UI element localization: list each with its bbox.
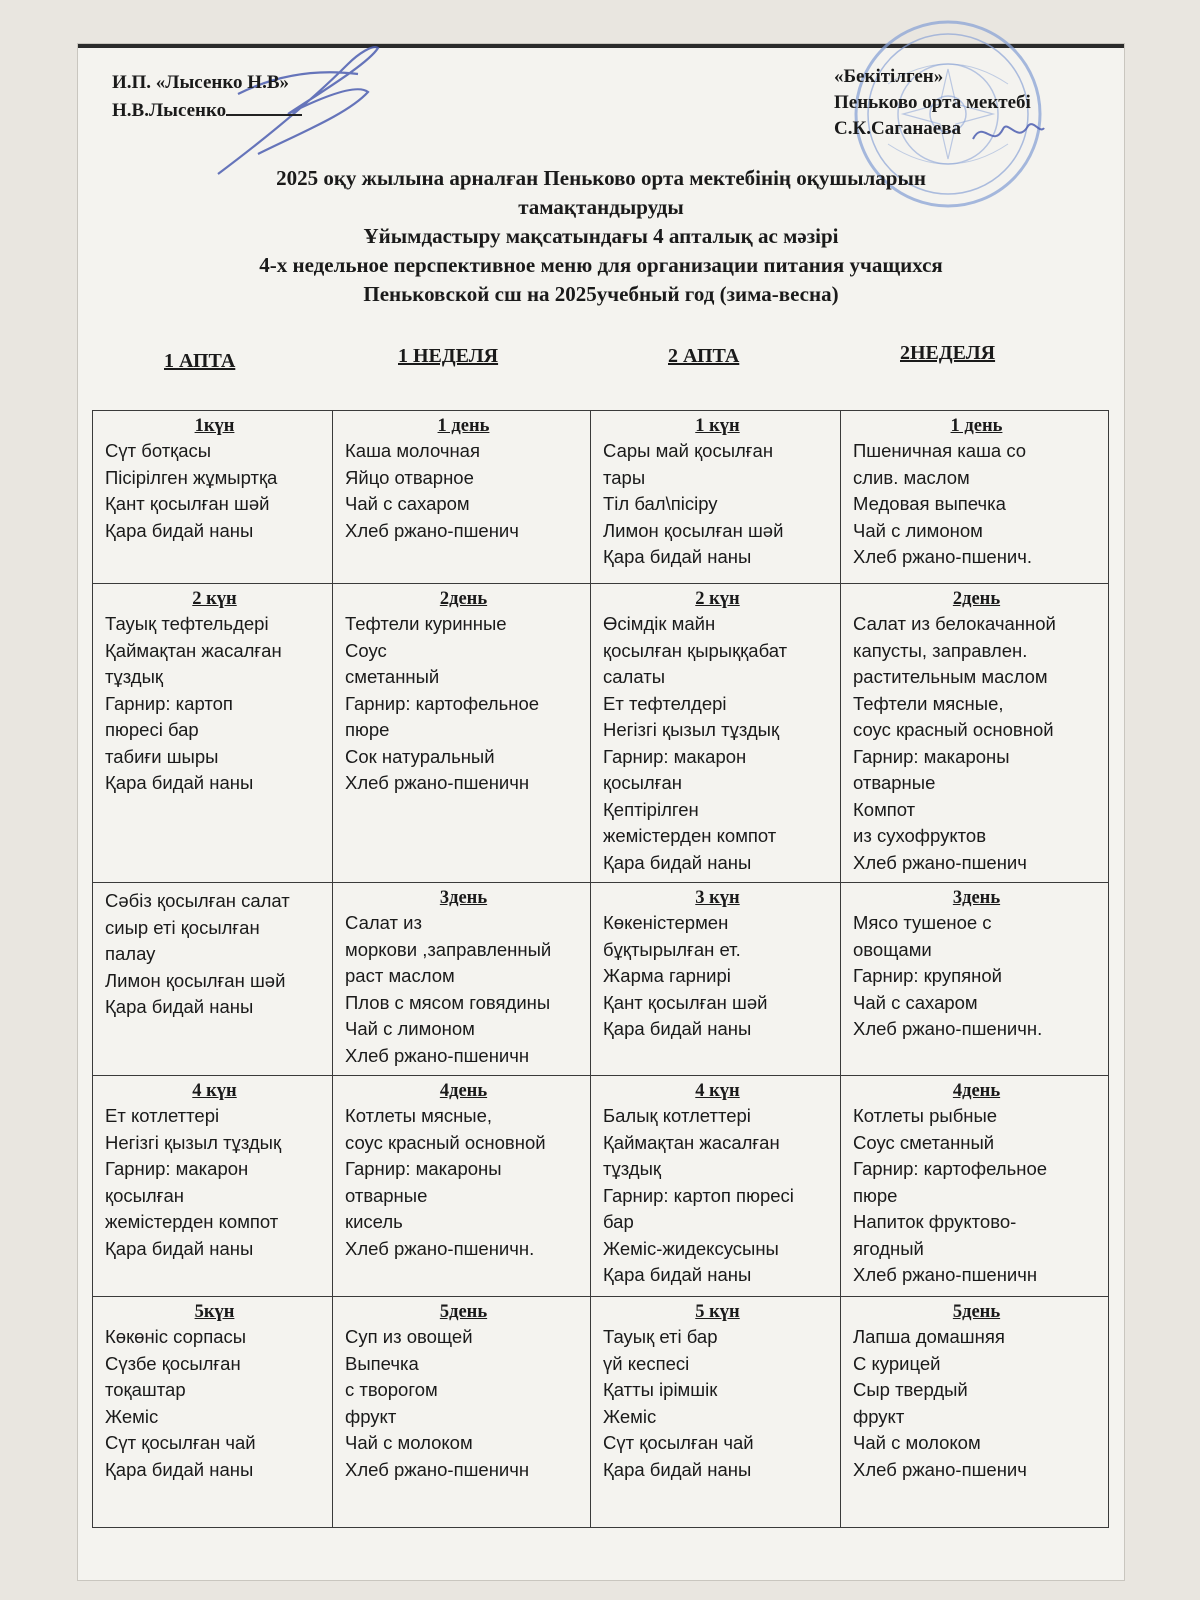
menu-item: Выпечка <box>345 1352 419 1374</box>
menu-cell <box>93 883 333 1076</box>
week-header: 2 АПТА <box>668 345 740 367</box>
menu-item: капусты, заправлен. <box>853 639 1028 661</box>
menu-item: жемістерден компот <box>105 1211 279 1232</box>
menu-item: ягодный <box>853 1237 924 1259</box>
approved-block <box>834 64 1031 142</box>
menu-item: қосылған <box>105 1184 184 1206</box>
menu-item: Каша молочная <box>345 440 480 461</box>
menu-item: Гарнир: крупяной <box>853 965 1002 986</box>
menu-item: қосылған <box>603 772 682 793</box>
menu-item: тары <box>603 466 646 488</box>
menu-cell <box>93 411 333 584</box>
menu-item: Көкеністермен <box>603 912 729 933</box>
day-label: 2день <box>952 589 1001 609</box>
menu-item: Негізгі қызыл тұздық <box>105 1131 282 1153</box>
menu-item: Қара бидай наны <box>603 851 752 873</box>
day-label: 4день <box>952 1081 1001 1101</box>
menu-item: Тауық еті бар <box>603 1326 718 1347</box>
day-label: 1 день <box>950 416 1003 436</box>
menu-item: Қара бидай наны <box>603 546 752 567</box>
menu-item: Қептірілген <box>603 798 699 820</box>
menu-item: Қара бидай наны <box>603 1458 752 1480</box>
menu-item: Жеміс-жидексусыны <box>603 1237 779 1259</box>
menu-item: Сүт ботқасы <box>105 440 212 461</box>
day-label: 1күн <box>194 416 235 436</box>
menu-item: растительным маслом <box>853 666 1048 687</box>
menu-item: моркови ,заправленный <box>345 938 552 960</box>
approver-name: И.П. «Лысенко Н.В» <box>112 72 289 93</box>
menu-item: Напиток фруктово- <box>853 1211 1017 1232</box>
menu-cell <box>333 584 591 883</box>
menu-item: Сок натуральный <box>345 745 495 767</box>
day-label: 5день <box>952 1302 1001 1322</box>
menu-item: Гарнир: макарон <box>105 1158 249 1179</box>
day-label: 3день <box>952 888 1001 908</box>
menu-item: Жеміс <box>603 1405 657 1427</box>
menu-item: Хлеб ржано-пшеничн. <box>345 1237 535 1259</box>
menu-item: Қара бидай наны <box>603 1018 752 1039</box>
menu-cell <box>841 883 1109 1076</box>
menu-item: пюре <box>853 1184 898 1206</box>
school-name: Пеньково орта мектебі <box>834 92 1031 113</box>
day-label: 4день <box>439 1081 488 1101</box>
day-label: 5күн <box>194 1302 235 1322</box>
week-header: 1 АПТА <box>164 350 236 372</box>
menu-item: Мясо тушеное с <box>853 912 992 933</box>
menu-item: Лимон қосылған шәй <box>603 519 784 541</box>
menu-item: отварные <box>853 772 936 793</box>
menu-row <box>93 883 1109 1076</box>
menu-item: Компот <box>853 798 916 820</box>
approved-label: «Бекітілген» <box>834 66 944 87</box>
menu-item: фрукт <box>853 1405 905 1427</box>
page-title <box>78 164 1124 309</box>
menu-item: Қара бидай наны <box>105 772 254 793</box>
menu-item: пюре <box>345 719 390 740</box>
menu-item: Медовая выпечка <box>853 493 1006 514</box>
menu-cell <box>333 883 591 1076</box>
menu-item: Соус <box>345 639 387 661</box>
menu-item: үй кеспесі <box>603 1352 690 1374</box>
menu-cell <box>333 1076 591 1297</box>
day-label: 2день <box>439 589 488 609</box>
menu-item: Сыр твердый <box>853 1379 968 1400</box>
week-header: 1 НЕДЕЛЯ <box>398 345 499 367</box>
menu-item: жемістерден компот <box>603 825 777 846</box>
menu-item: Қант қосылған шәй <box>603 991 768 1013</box>
menu-item: Чай с лимоном <box>853 519 983 541</box>
menu-item: Хлеб ржано-пшенич <box>345 519 519 541</box>
menu-item: пюресі бар <box>105 719 199 740</box>
menu-item: кисель <box>345 1211 403 1232</box>
menu-item: Қаймақтан жасалған <box>105 639 282 661</box>
menu-item: Қара бидай наны <box>105 1458 254 1480</box>
day-label: 1 день <box>437 416 490 436</box>
menu-item: палау <box>105 943 156 964</box>
menu-item: раст маслом <box>345 965 455 986</box>
title-line: 2025 оқу жылына арналған Пеньково орта мектебінің оқушыларын <box>276 166 926 190</box>
menu-item: бар <box>603 1211 634 1232</box>
menu-item: Өсімдік майн <box>603 613 716 634</box>
menu-row <box>93 584 1109 883</box>
menu-cell <box>841 411 1109 584</box>
menu-item: Қаймақтан жасалған <box>603 1131 780 1153</box>
menu-cell <box>93 1297 333 1528</box>
day-label: 5день <box>439 1302 488 1322</box>
menu-item: Сәбіз қосылған салат <box>105 890 290 911</box>
menu-item: Гарнир: картоп пюресі <box>603 1184 794 1206</box>
menu-cell <box>333 1297 591 1528</box>
menu-item: фрукт <box>345 1405 397 1427</box>
menu-item: Сары май қосылған <box>603 440 774 461</box>
menu-item: Хлеб ржано-пшеничн <box>345 1044 530 1066</box>
menu-item: тұздық <box>603 1158 661 1179</box>
menu-item: Соус сметанный <box>853 1131 995 1153</box>
menu-item: Тіл бал\пісіру <box>603 493 718 514</box>
menu-item: Яйцо отварное <box>345 466 474 488</box>
menu-item: Балық котлеттері <box>603 1105 751 1126</box>
menu-item: Гарнир: картофельное <box>853 1158 1048 1179</box>
menu-cell <box>333 411 591 584</box>
menu-item: Чай с лимоном <box>345 1018 475 1039</box>
menu-item: қосылған қырыққабат <box>603 639 788 661</box>
menu-item: Котлеты рыбные <box>853 1105 998 1126</box>
menu-cell <box>591 1297 841 1528</box>
menu-item: Сүт қосылған чай <box>603 1432 754 1453</box>
title-line: Ұйымдастыру мақсатындағы 4 апталық ас мәзірі <box>363 224 839 248</box>
day-label: 1 күн <box>695 416 740 436</box>
week-header: 2НЕДЕЛЯ <box>900 342 996 364</box>
menu-item: Чай с молоком <box>853 1432 981 1453</box>
menu-item: Хлеб ржано-пшеничн <box>345 772 530 793</box>
day-label: 3день <box>439 888 488 908</box>
menu-item: Сүт қосылған чай <box>105 1432 256 1453</box>
menu-item: Пісірілген жұмыртқа <box>105 466 278 488</box>
menu-item: сиыр еті қосылған <box>105 916 260 938</box>
menu-cell <box>841 1076 1109 1297</box>
menu-item: слив. маслом <box>853 466 970 488</box>
menu-cell <box>841 584 1109 883</box>
menu-item: Хлеб ржано-пшенич. <box>853 546 1033 567</box>
day-label: 4 күн <box>695 1081 740 1101</box>
title-line: Пеньковской сш на 2025учебный год (зима-весна) <box>363 282 839 306</box>
menu-row <box>93 1297 1109 1528</box>
menu-item: Ет котлеттері <box>105 1105 220 1126</box>
day-label: 3 күн <box>695 888 740 908</box>
menu-item: Гарнир: макароны <box>345 1158 502 1179</box>
menu-item: Қара бидай наны <box>603 1264 752 1285</box>
day-label: 4 күн <box>192 1081 237 1101</box>
menu-item: Тауық тефтельдері <box>105 613 269 634</box>
menu-item: Хлеб ржано-пшеничн. <box>853 1018 1043 1039</box>
menu-cell <box>591 1076 841 1297</box>
approver-block <box>112 70 302 124</box>
menu-row <box>93 411 1109 584</box>
menu-item: Қара бидай наны <box>105 996 254 1017</box>
menu-item: Плов с мясом говядины <box>345 991 551 1013</box>
menu-item: бұқтырылған ет. <box>603 938 741 960</box>
menu-cell <box>591 411 841 584</box>
menu-item: Тефтели мясные, <box>853 692 1004 714</box>
menu-item: Лапша домашняя <box>853 1326 1005 1347</box>
menu-item: Ет тефтелдері <box>603 692 727 714</box>
menu-cell <box>93 584 333 883</box>
menu-item: отварные <box>345 1184 428 1206</box>
menu-cell <box>591 883 841 1076</box>
menu-item: Тефтели куринные <box>345 613 507 634</box>
menu-item: Лимон қосылған шәй <box>105 969 286 991</box>
menu-item: соус красный основной <box>345 1131 546 1153</box>
menu-item: Чай с молоком <box>345 1432 473 1453</box>
menu-item: овощами <box>853 938 932 960</box>
menu-table <box>92 410 1109 1528</box>
menu-cell <box>841 1297 1109 1528</box>
menu-item: Хлеб ржано-пшеничн <box>853 1264 1038 1285</box>
menu-item: Хлеб ржано-пшеничн <box>345 1458 530 1480</box>
day-label: 2 күн <box>192 589 237 609</box>
menu-item: с творогом <box>345 1379 438 1400</box>
menu-item: Гарнир: макароны <box>853 745 1010 767</box>
menu-item: соус красный основной <box>853 719 1054 740</box>
menu-cell <box>93 1076 333 1297</box>
menu-item: Пшеничная каша со <box>853 440 1027 461</box>
title-line: тамақтандыруды <box>518 195 684 219</box>
menu-item: Хлеб ржано-пшенич <box>853 1458 1027 1480</box>
menu-item: Салат из белокачанной <box>853 613 1056 634</box>
day-label: 5 күн <box>695 1302 740 1322</box>
menu-item: Жарма гарнирі <box>603 965 731 986</box>
menu-item: тұздық <box>105 666 163 687</box>
menu-item: Гарнир: картоп <box>105 692 233 714</box>
approver-signature-line: Н.В.Лысенко <box>112 96 302 124</box>
menu-item: сметанный <box>345 666 440 687</box>
menu-item: Қара бидай наны <box>105 519 254 541</box>
menu-item: Сүзбе қосылған <box>105 1352 241 1374</box>
menu-item: Хлеб ржано-пшенич <box>853 851 1027 873</box>
menu-item: Жеміс <box>105 1405 159 1427</box>
menu-item: Гарнир: макарон <box>603 745 747 767</box>
menu-item: Салат из <box>345 912 422 933</box>
menu-item: салаты <box>603 666 665 687</box>
menu-item: Қатты ірімшік <box>603 1379 718 1400</box>
menu-item: Гарнир: картофельное <box>345 692 540 714</box>
day-label: 2 күн <box>695 589 740 609</box>
menu-item: Чай с сахаром <box>853 991 978 1013</box>
menu-item: табиғи шыры <box>105 745 219 767</box>
menu-item: Котлеты мясные, <box>345 1105 493 1126</box>
menu-item: тоқаштар <box>105 1379 186 1400</box>
menu-item: Чай с сахаром <box>345 493 470 514</box>
menu-item: Қант қосылған шәй <box>105 493 270 514</box>
menu-item: Суп из овощей <box>345 1326 473 1347</box>
menu-item: Көкөніс сорпасы <box>105 1326 247 1347</box>
menu-document <box>78 44 1124 1580</box>
menu-item: С курицей <box>853 1352 941 1374</box>
menu-row <box>93 1076 1109 1297</box>
week-headers <box>78 342 1124 380</box>
menu-item: Қара бидай наны <box>105 1237 254 1259</box>
director-name: С.К.Саганаева <box>834 118 961 139</box>
menu-cell <box>591 584 841 883</box>
menu-item: из сухофруктов <box>853 825 987 846</box>
title-line: 4-х недельное перспективное меню для организации питания учащихся <box>259 253 943 277</box>
menu-item: Негізгі қызыл тұздық <box>603 719 780 740</box>
